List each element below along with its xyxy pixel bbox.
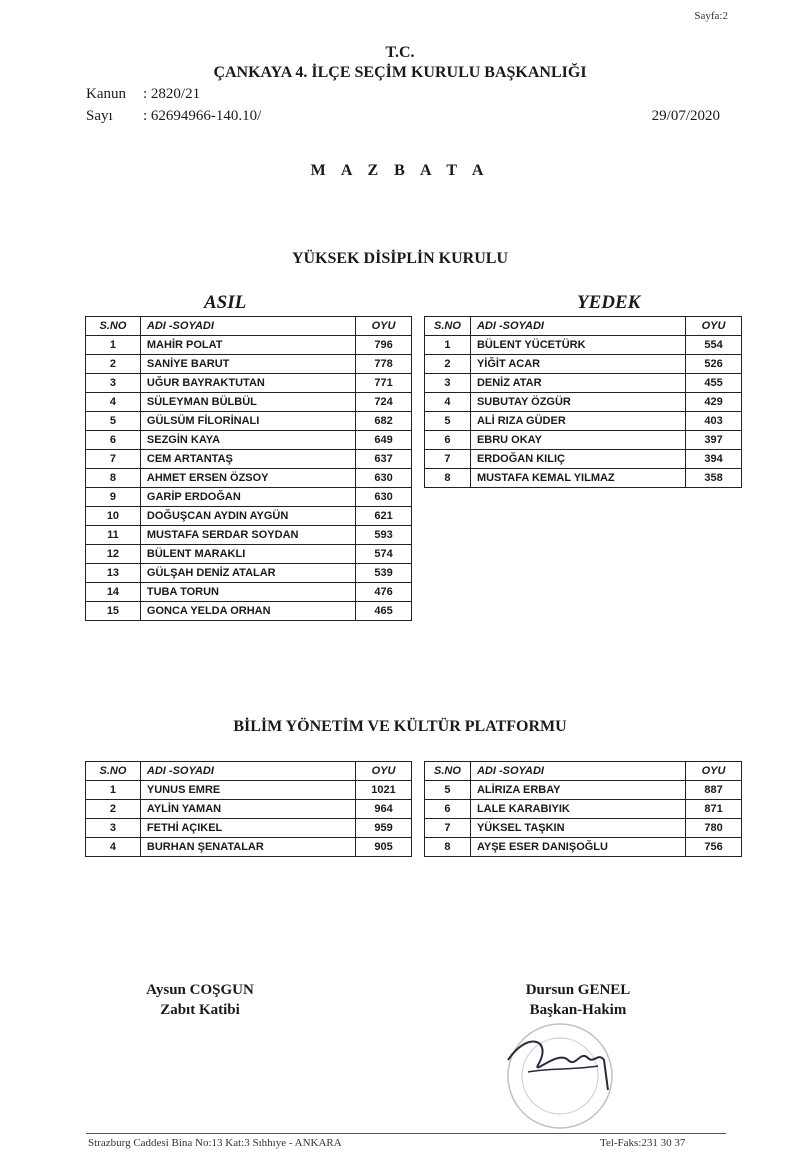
row-sno: 2 bbox=[86, 800, 141, 819]
row-votes: 593 bbox=[356, 526, 412, 545]
table-row bbox=[86, 488, 412, 507]
row-sno: 10 bbox=[86, 507, 141, 526]
col-header-sno: S.NO bbox=[425, 317, 471, 336]
table-row bbox=[86, 800, 412, 819]
table-row bbox=[86, 374, 412, 393]
row-sno: 4 bbox=[86, 393, 141, 412]
row-name: BURHAN ŞENATALAR bbox=[140, 838, 355, 857]
table-row bbox=[425, 469, 742, 488]
row-name: DENİZ ATAR bbox=[470, 374, 685, 393]
table-row bbox=[86, 355, 412, 374]
row-sno: 3 bbox=[425, 374, 471, 393]
table-row bbox=[425, 393, 742, 412]
col-header-sno: S.NO bbox=[86, 762, 141, 781]
row-sno: 3 bbox=[86, 374, 141, 393]
row-votes: 780 bbox=[686, 819, 742, 838]
row-votes: 756 bbox=[686, 838, 742, 857]
row-votes: 964 bbox=[356, 800, 412, 819]
col-header-sno: S.NO bbox=[425, 762, 471, 781]
table-row bbox=[425, 374, 742, 393]
row-name: GÜLŞAH DENİZ ATALAR bbox=[140, 564, 355, 583]
row-sno: 5 bbox=[425, 412, 471, 431]
table-row bbox=[425, 336, 742, 355]
row-sno: 1 bbox=[425, 336, 471, 355]
header-tc: T.C. bbox=[385, 44, 415, 61]
table-row bbox=[86, 564, 412, 583]
row-name: ERDOĞAN KILIÇ bbox=[470, 450, 685, 469]
table-row bbox=[86, 819, 412, 838]
row-name: SÜLEYMAN BÜLBÜL bbox=[140, 393, 355, 412]
kanun-label: Kanun bbox=[86, 86, 126, 102]
table-row bbox=[425, 781, 742, 800]
row-sno: 5 bbox=[425, 781, 471, 800]
row-name: YİĞİT ACAR bbox=[470, 355, 685, 374]
row-votes: 649 bbox=[356, 431, 412, 450]
section2-title: BİLİM YÖNETİM VE KÜLTÜR PLATFORMU bbox=[233, 718, 567, 735]
row-sno: 4 bbox=[86, 838, 141, 857]
row-votes: 959 bbox=[356, 819, 412, 838]
row-name: AYLİN YAMAN bbox=[140, 800, 355, 819]
table-row bbox=[425, 819, 742, 838]
col-header-votes: OYU bbox=[686, 762, 742, 781]
sayi-label: Sayı bbox=[86, 108, 113, 124]
table-row bbox=[86, 450, 412, 469]
row-sno: 12 bbox=[86, 545, 141, 564]
page-number: Sayfa:2 bbox=[694, 10, 728, 22]
row-sno: 6 bbox=[425, 431, 471, 450]
judge-title: Başkan-Hakim bbox=[529, 1002, 627, 1018]
table-row bbox=[425, 431, 742, 450]
row-votes: 637 bbox=[356, 450, 412, 469]
row-votes: 403 bbox=[686, 412, 742, 431]
judge-name: Dursun GENEL bbox=[525, 982, 631, 998]
row-votes: 455 bbox=[686, 374, 742, 393]
clerk-title: Zabıt Katibi bbox=[160, 1002, 240, 1018]
row-sno: 6 bbox=[86, 431, 141, 450]
row-sno: 5 bbox=[86, 412, 141, 431]
row-votes: 394 bbox=[686, 450, 742, 469]
col-header-name: ADI -SOYADI bbox=[470, 762, 685, 781]
row-sno: 1 bbox=[86, 336, 141, 355]
row-name: GARİP ERDOĞAN bbox=[140, 488, 355, 507]
row-votes: 887 bbox=[686, 781, 742, 800]
row-name: AHMET ERSEN ÖZSOY bbox=[140, 469, 355, 488]
table-row bbox=[86, 602, 412, 621]
row-name: AYŞE ESER DANIŞOĞLU bbox=[470, 838, 685, 857]
row-votes: 465 bbox=[356, 602, 412, 621]
footer-phone: Tel-Faks:231 30 37 bbox=[600, 1137, 686, 1149]
row-sno: 1 bbox=[86, 781, 141, 800]
row-votes: 429 bbox=[686, 393, 742, 412]
row-sno: 7 bbox=[425, 819, 471, 838]
row-sno: 13 bbox=[86, 564, 141, 583]
row-votes: 796 bbox=[356, 336, 412, 355]
row-votes: 630 bbox=[356, 488, 412, 507]
row-sno: 3 bbox=[86, 819, 141, 838]
row-name: LALE KARABIYIK bbox=[470, 800, 685, 819]
row-name: EBRU OKAY bbox=[470, 431, 685, 450]
row-sno: 2 bbox=[86, 355, 141, 374]
row-name: ALİRIZA ERBAY bbox=[470, 781, 685, 800]
row-name: SEZGİN KAYA bbox=[140, 431, 355, 450]
row-sno: 9 bbox=[86, 488, 141, 507]
row-name: SANİYE BARUT bbox=[140, 355, 355, 374]
table-row bbox=[86, 838, 412, 857]
row-votes: 630 bbox=[356, 469, 412, 488]
table-row bbox=[86, 507, 412, 526]
table-row bbox=[425, 838, 742, 857]
table-row bbox=[86, 545, 412, 564]
row-votes: 574 bbox=[356, 545, 412, 564]
row-votes: 905 bbox=[356, 838, 412, 857]
row-name: MUSTAFA SERDAR SOYDAN bbox=[140, 526, 355, 545]
platform-table-left bbox=[85, 761, 412, 857]
row-sno: 8 bbox=[425, 838, 471, 857]
row-sno: 7 bbox=[425, 450, 471, 469]
row-sno: 8 bbox=[86, 469, 141, 488]
row-name: SUBUTAY ÖZGÜR bbox=[470, 393, 685, 412]
row-votes: 526 bbox=[686, 355, 742, 374]
row-votes: 554 bbox=[686, 336, 742, 355]
table-row bbox=[86, 526, 412, 545]
row-sno: 7 bbox=[86, 450, 141, 469]
col-header-name: ADI -SOYADI bbox=[140, 762, 355, 781]
institution-name: ÇANKAYA 4. İLÇE SEÇİM KURULU BAŞKANLIĞI bbox=[213, 64, 587, 81]
table-row bbox=[425, 450, 742, 469]
row-votes: 771 bbox=[356, 374, 412, 393]
row-name: FETHİ AÇIKEL bbox=[140, 819, 355, 838]
col-header-votes: OYU bbox=[356, 762, 412, 781]
col-header-votes: OYU bbox=[356, 317, 412, 336]
row-name: UĞUR BAYRAKTUTAN bbox=[140, 374, 355, 393]
section1-title: YÜKSEK DİSİPLİN KURULU bbox=[291, 250, 509, 267]
col-header-sno: S.NO bbox=[86, 317, 141, 336]
row-name: DOĞUŞCAN AYDIN AYGÜN bbox=[140, 507, 355, 526]
col-header-name: ADI -SOYADI bbox=[140, 317, 355, 336]
row-name: YUNUS EMRE bbox=[140, 781, 355, 800]
asil-table bbox=[85, 316, 412, 621]
row-sno: 14 bbox=[86, 583, 141, 602]
table-row bbox=[86, 469, 412, 488]
row-votes: 1021 bbox=[356, 781, 412, 800]
table-row bbox=[86, 781, 412, 800]
official-stamp-signature bbox=[498, 1020, 623, 1132]
row-name: BÜLENT YÜCETÜRK bbox=[470, 336, 685, 355]
document-title: M A Z B A T A bbox=[310, 162, 490, 179]
yedek-label: YEDEK bbox=[577, 292, 641, 313]
row-name: ALİ RIZA GÜDER bbox=[470, 412, 685, 431]
row-sno: 15 bbox=[86, 602, 141, 621]
row-votes: 358 bbox=[686, 469, 742, 488]
row-votes: 397 bbox=[686, 431, 742, 450]
table-row bbox=[86, 583, 412, 602]
row-votes: 682 bbox=[356, 412, 412, 431]
row-name: BÜLENT MARAKLI bbox=[140, 545, 355, 564]
table-row bbox=[86, 431, 412, 450]
table-row bbox=[86, 412, 412, 431]
col-header-votes: OYU bbox=[686, 317, 742, 336]
platform-table-right bbox=[424, 761, 742, 857]
row-name: TUBA TORUN bbox=[140, 583, 355, 602]
row-name: GÜLSÜM FİLORİNALI bbox=[140, 412, 355, 431]
table-row bbox=[425, 355, 742, 374]
footer-divider bbox=[86, 1133, 726, 1134]
row-sno: 11 bbox=[86, 526, 141, 545]
row-name: CEM ARTANTAŞ bbox=[140, 450, 355, 469]
asil-label: ASIL bbox=[204, 292, 247, 313]
row-sno: 2 bbox=[425, 355, 471, 374]
footer-address: Strazburg Caddesi Bina No:13 Kat:3 Sıhhıye - ANKARA bbox=[88, 1137, 342, 1149]
row-votes: 724 bbox=[356, 393, 412, 412]
sayi-value: : 62694966-140.10/ bbox=[143, 108, 262, 124]
row-sno: 6 bbox=[425, 800, 471, 819]
table-row bbox=[425, 412, 742, 431]
yedek-table bbox=[424, 316, 742, 488]
row-votes: 778 bbox=[356, 355, 412, 374]
row-name: MAHİR POLAT bbox=[140, 336, 355, 355]
row-name: YÜKSEL TAŞKIN bbox=[470, 819, 685, 838]
row-votes: 621 bbox=[356, 507, 412, 526]
kanun-value: : 2820/21 bbox=[143, 86, 201, 102]
col-header-name: ADI -SOYADI bbox=[470, 317, 685, 336]
row-sno: 8 bbox=[425, 469, 471, 488]
table-row bbox=[86, 336, 412, 355]
table-row bbox=[425, 800, 742, 819]
row-votes: 476 bbox=[356, 583, 412, 602]
document-date: 29/07/2020 bbox=[651, 108, 720, 124]
clerk-name: Aysun COŞGUN bbox=[146, 982, 254, 998]
table-row bbox=[86, 393, 412, 412]
row-sno: 4 bbox=[425, 393, 471, 412]
row-name: GONCA YELDA ORHAN bbox=[140, 602, 355, 621]
row-name: MUSTAFA KEMAL YILMAZ bbox=[470, 469, 685, 488]
row-votes: 871 bbox=[686, 800, 742, 819]
row-votes: 539 bbox=[356, 564, 412, 583]
